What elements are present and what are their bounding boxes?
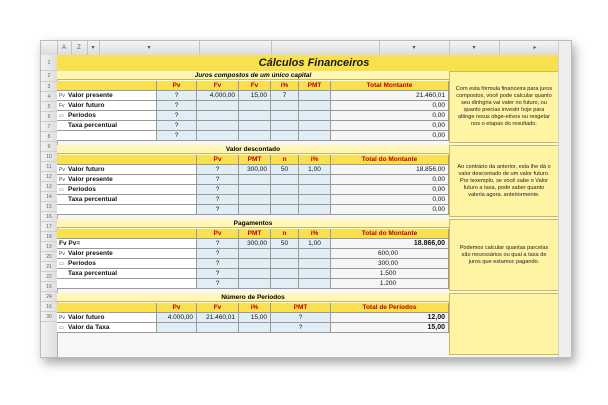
input-cell[interactable] (299, 121, 331, 131)
table-header: Total de Períodos (331, 303, 449, 313)
row-number[interactable]: 30 (41, 312, 57, 322)
table-header: Fv (239, 81, 271, 91)
input-cell[interactable] (239, 195, 271, 205)
input-cell[interactable]: 4.000,00 (197, 91, 239, 101)
column-header-bar (41, 41, 571, 56)
sheet-title: Cálculos Financeiros (57, 55, 571, 72)
table-header: Total do Montante (331, 229, 449, 239)
column-header-dropdown[interactable]: ▾ (87, 41, 100, 55)
result-cell[interactable]: 0,00 (331, 195, 449, 205)
row-number[interactable]: 2 (41, 71, 57, 82)
result-cell[interactable]: 0,00 (331, 185, 449, 195)
row-label-taxa-percentual: Taxa percentual (57, 121, 157, 131)
table-header: Pv (157, 81, 197, 91)
row-number[interactable]: 8 (41, 132, 57, 142)
table-header: PMT (299, 81, 331, 91)
row-number[interactable]: 18 (41, 232, 57, 242)
section-title: Pagamentos (57, 219, 449, 228)
row-number[interactable]: 11 (41, 162, 57, 172)
row-label-valor-da-taxa: ▭ Valor da Taxa (57, 323, 157, 333)
section-juros-compostos (57, 71, 449, 139)
table-header: i% (271, 81, 299, 91)
input-cell[interactable] (197, 121, 239, 131)
input-cell[interactable] (239, 185, 271, 195)
table-header: PMT (239, 155, 271, 165)
calendar-icon: ▭ (59, 187, 64, 193)
table-header-blank (57, 155, 197, 165)
row-label-valor-futuro: Fv Valor futuro (57, 101, 157, 111)
input-cell[interactable] (239, 249, 271, 259)
fv-icon: Fv (59, 103, 65, 109)
row-number[interactable]: 16 (41, 282, 57, 292)
row-label (57, 131, 157, 141)
column-header-a[interactable]: A (57, 41, 72, 55)
column-header-e[interactable]: ▾ (379, 41, 450, 55)
input-cell[interactable] (271, 249, 299, 259)
table-header-blank (57, 229, 197, 239)
input-cell[interactable] (239, 205, 271, 215)
table-header: Fv (197, 303, 239, 313)
input-cell[interactable] (239, 323, 271, 333)
input-cell[interactable]: ? (157, 121, 197, 131)
input-cell[interactable]: ? (197, 185, 239, 195)
row-label-valor-presente: Pv Valor presente (57, 175, 197, 185)
section-title: Número de Períodos (57, 293, 449, 302)
pv-icon: Pv (59, 251, 65, 257)
input-cell[interactable]: 50 (271, 239, 299, 249)
row-label (57, 205, 197, 215)
input-cell[interactable] (271, 259, 299, 269)
input-cell[interactable]: ? (157, 131, 197, 141)
calendar-icon: ▭ (59, 325, 64, 331)
table-header: PMT (239, 229, 271, 239)
row-label (57, 279, 197, 289)
result-cell[interactable]: 0,00 (331, 205, 449, 215)
input-cell[interactable] (157, 323, 197, 333)
input-cell[interactable]: ? (197, 165, 239, 175)
input-cell[interactable]: 15,00 (239, 313, 271, 323)
input-cell[interactable]: ? (271, 323, 331, 333)
row-number[interactable]: 16 (41, 212, 57, 222)
column-header-f[interactable]: ▾ (449, 41, 500, 55)
row-number[interactable]: 15 (41, 202, 57, 212)
input-cell[interactable]: ? (197, 175, 239, 185)
row-label-valor-futuro: Pv Valor futuro (57, 313, 157, 323)
note-periodos (449, 293, 559, 355)
table-header: i% (299, 155, 331, 165)
row-number[interactable]: 12 (41, 172, 57, 182)
note-juros: Com esta fórmula financeira para juros compostos, você pode calcular quanto seu dinhgria vai valer no futuro, ou quanto precias investir hoje para altinge resus obge-etivos ou resgetar nos o etapas do resultado. (449, 71, 559, 143)
input-cell[interactable]: 21.460,01 (197, 313, 239, 323)
input-cell[interactable]: ? (157, 111, 197, 121)
input-cell[interactable]: ? (197, 279, 239, 289)
row-number[interactable]: 10 (41, 152, 57, 162)
input-cell[interactable] (299, 249, 331, 259)
input-cell[interactable] (299, 205, 331, 215)
input-cell[interactable] (299, 269, 331, 279)
column-header-d[interactable] (271, 41, 380, 55)
result-cell[interactable]: 1.200 (331, 279, 449, 289)
row-label-periodos: ▭ Períodos (57, 259, 197, 269)
row-number[interactable]: 16 (41, 302, 57, 312)
result-cell[interactable]: 12,00 (331, 313, 449, 323)
input-cell[interactable] (299, 259, 331, 269)
input-cell[interactable]: ? (197, 259, 239, 269)
input-cell[interactable]: ? (157, 101, 197, 111)
input-cell[interactable]: ? (271, 313, 331, 323)
row-label-periodos: ▭ Períodos (57, 111, 157, 121)
pv-icon: Pv (59, 93, 65, 99)
spreadsheet-window (40, 40, 572, 358)
row-number[interactable]: 19 (41, 242, 57, 252)
input-cell[interactable] (271, 121, 299, 131)
input-cell[interactable] (271, 111, 299, 121)
input-cell[interactable] (271, 269, 299, 279)
row-label-valor-futuro: Pv Valor futuro (57, 165, 197, 175)
input-cell[interactable]: 7 (271, 91, 299, 101)
calendar-icon: ▭ (59, 113, 64, 119)
table-header: Total Montante (331, 81, 449, 91)
result-cell[interactable]: 0,00 (331, 121, 449, 131)
result-cell[interactable]: 0,00 (331, 111, 449, 121)
result-cell[interactable]: 18.856,00 (331, 165, 449, 175)
pv-icon: Pv (59, 315, 65, 321)
input-cell[interactable] (197, 131, 239, 141)
input-cell[interactable]: ? (197, 205, 239, 215)
row-number[interactable]: 21 (41, 262, 57, 272)
row-label-fv-pv: Fv Pv= (57, 239, 197, 249)
input-cell[interactable]: ? (197, 195, 239, 205)
note-valor-descontado: Ao contrário da anterior, esta lhe dá o valor descontado de um valor futuro. Por texemplo, se você sabe o Valor futuro a taxa, pode saber quanto valeria agora. anteriormente. (449, 145, 559, 217)
table-header: i% (239, 303, 271, 313)
row-label-valor-presente: Pv Valor presente (57, 91, 157, 101)
section-pagamentos (57, 219, 449, 287)
input-cell[interactable] (239, 111, 271, 121)
result-cell[interactable]: 600,00 (331, 249, 449, 259)
table-header: Pv (157, 303, 197, 313)
input-cell[interactable]: ? (197, 239, 239, 249)
input-cell[interactable] (299, 195, 331, 205)
input-cell[interactable]: 4.000,00 (157, 313, 197, 323)
section-numero-periodos (57, 293, 449, 335)
pv-icon: Pv (59, 167, 65, 173)
result-cell[interactable]: 18.866,00 (331, 239, 449, 249)
table-header-blank (57, 81, 157, 91)
input-cell[interactable] (239, 121, 271, 131)
column-header-g[interactable]: ▸ (499, 41, 572, 55)
row-header-bar (41, 55, 58, 357)
input-cell[interactable] (271, 205, 299, 215)
row-label-valor-presente: Pv Valor presente (57, 249, 197, 259)
result-cell[interactable]: 1.500 (331, 269, 449, 279)
result-cell[interactable]: 0,00 (331, 101, 449, 111)
table-header: Total do Montante (331, 155, 449, 165)
result-cell[interactable]: 300,00 (331, 259, 449, 269)
table-header: i% (299, 229, 331, 239)
input-cell[interactable] (271, 185, 299, 195)
input-cell[interactable] (197, 101, 239, 111)
input-cell[interactable] (239, 269, 271, 279)
row-number[interactable]: 7 (41, 122, 57, 132)
table-header: n (271, 229, 299, 239)
row-label-taxa-percentual: Taxa percentual (57, 269, 197, 279)
input-cell[interactable]: ? (197, 269, 239, 279)
input-cell[interactable] (239, 175, 271, 185)
row-number[interactable]: 20 (41, 252, 57, 262)
table-header-blank (57, 303, 157, 313)
row-number[interactable]: 24 (41, 292, 57, 302)
row-number[interactable]: 5 (41, 102, 57, 112)
table-header: Pv (197, 229, 239, 239)
column-header-b[interactable]: ▾ (99, 41, 200, 55)
row-number[interactable]: 1 (41, 55, 57, 71)
input-cell[interactable]: ? (157, 91, 197, 101)
row-number[interactable]: 22 (41, 272, 57, 282)
input-cell[interactable] (299, 131, 331, 141)
input-cell[interactable] (239, 259, 271, 269)
column-header-z[interactable]: Z (71, 41, 88, 55)
input-cell[interactable]: 1,00 (299, 239, 331, 249)
input-cell[interactable] (197, 111, 239, 121)
row-number[interactable]: 9 (41, 142, 57, 152)
note-pagamentos: Podemos calcular quantas parcelas são necessários ou qual a taxa de juros que estamoc pagando. (449, 219, 559, 291)
row-number[interactable]: 3 (41, 82, 57, 92)
row-label-periodos: ▭ Períodos (57, 185, 197, 195)
row-label-taxa-percentual: Taxa percentual (57, 195, 197, 205)
pv-icon: Pv (59, 177, 65, 183)
input-cell[interactable] (271, 279, 299, 289)
input-cell[interactable] (299, 279, 331, 289)
table-header: PMT (271, 303, 331, 313)
sheet-right-edge (558, 41, 571, 357)
input-cell[interactable] (271, 175, 299, 185)
input-cell[interactable]: 50 (271, 165, 299, 175)
input-cell[interactable]: 300,00 (239, 239, 271, 249)
input-cell[interactable] (299, 175, 331, 185)
input-cell[interactable] (239, 131, 271, 141)
input-cell[interactable]: 300,00 (239, 165, 271, 175)
row-number[interactable]: 6 (41, 112, 57, 122)
section-title: Juros compostos de um único capital (57, 71, 449, 80)
input-cell[interactable]: 15,00 (239, 91, 271, 101)
table-header: n (271, 155, 299, 165)
section-title: Valor descontado (57, 145, 449, 154)
input-cell[interactable]: ? (197, 249, 239, 259)
input-cell[interactable] (299, 185, 331, 195)
input-cell[interactable] (197, 323, 239, 333)
row-number[interactable]: 13 (41, 182, 57, 192)
result-cell[interactable]: 0,00 (331, 131, 449, 141)
input-cell[interactable]: 1,00 (299, 165, 331, 175)
row-number[interactable]: 14 (41, 192, 57, 202)
input-cell[interactable] (299, 101, 331, 111)
input-cell[interactable] (239, 101, 271, 111)
input-cell[interactable] (239, 279, 271, 289)
row-number[interactable]: 4 (41, 92, 57, 102)
input-cell[interactable] (271, 101, 299, 111)
section-valor-descontado (57, 145, 449, 213)
result-cell[interactable]: 0,00 (331, 175, 449, 185)
table-header: Fv (197, 81, 239, 91)
input-cell[interactable] (299, 91, 331, 101)
result-cell[interactable]: 15,00 (331, 323, 449, 333)
calendar-icon: ▭ (59, 261, 64, 267)
input-cell[interactable] (271, 131, 299, 141)
table-header: Pv (197, 155, 239, 165)
result-cell[interactable]: 21.460,01 (331, 91, 449, 101)
column-header-c[interactable] (199, 41, 272, 55)
select-all-corner[interactable] (41, 41, 58, 55)
input-cell[interactable] (271, 195, 299, 205)
row-number[interactable]: 17 (41, 222, 57, 232)
input-cell[interactable] (299, 111, 331, 121)
